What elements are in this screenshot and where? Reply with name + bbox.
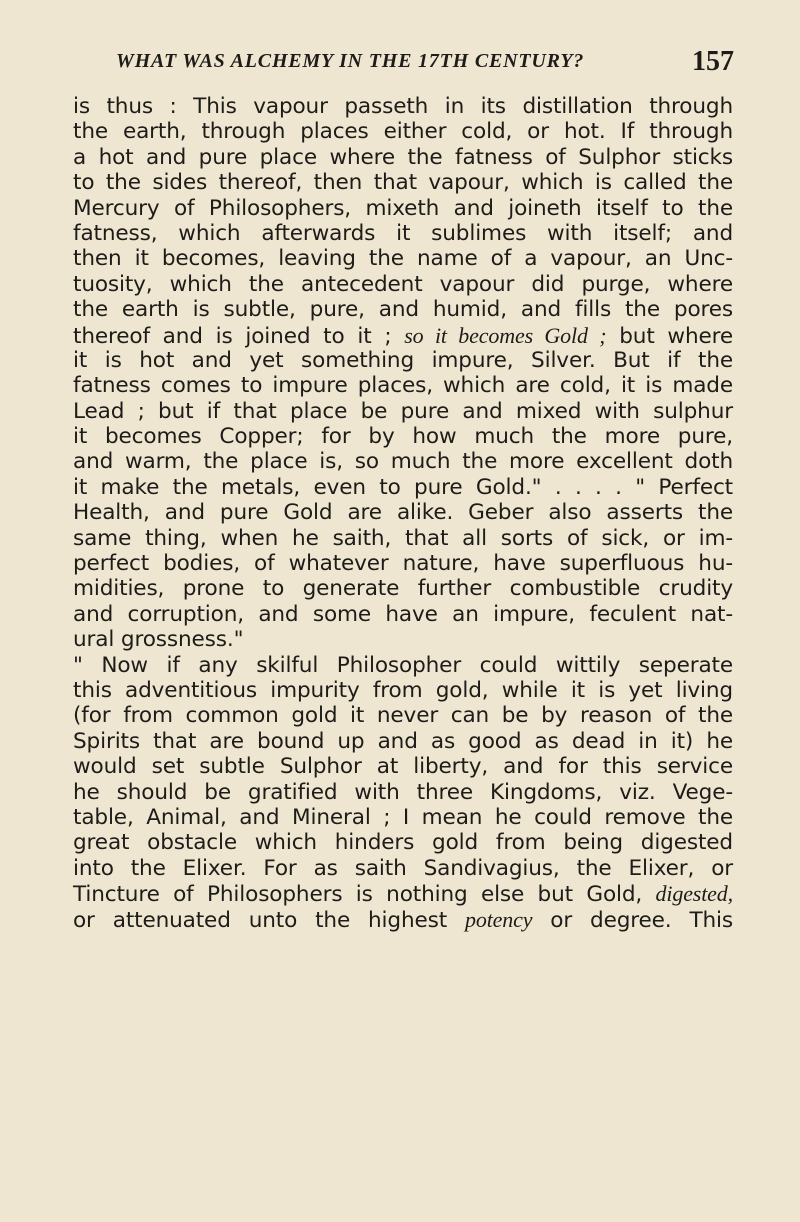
text-segment: thereof and is joined to it ;	[73, 323, 405, 349]
text-line	[73, 272, 733, 297]
text-line	[73, 551, 733, 576]
text-segment: it becomes Copper; for by how much the more pure,	[73, 424, 733, 450]
text-segment: or degree. This	[532, 907, 733, 933]
text-line	[73, 246, 733, 271]
text-segment: (for from common gold it never can be by reason of the	[73, 703, 733, 729]
text-segment: great obstacle which hinders gold from being digested	[73, 830, 733, 856]
text-segment: perfect bodies, of whatever nature, have superfluous hu-	[73, 551, 733, 577]
text-segment: fatness, which afterwards it sublimes with itself; and	[73, 220, 733, 246]
text-line	[73, 449, 733, 474]
text-line	[73, 323, 733, 348]
text-line	[73, 805, 733, 830]
text-segment: then it becomes, leaving the name of a vapour, an Unc-	[73, 246, 733, 272]
text-line	[73, 221, 733, 246]
text-segment: and warm, the place is, so much the more excellent doth	[73, 449, 733, 475]
text-segment: Spirits that are bound up and as good as dead in it) he	[73, 728, 733, 754]
text-segment: and corruption, and some have an impure, feculent nat-	[73, 601, 733, 627]
text-line	[73, 348, 733, 373]
text-line	[73, 602, 733, 627]
text-segment: midities, prone to generate further combustible crudity	[73, 576, 733, 602]
text-line	[73, 297, 733, 322]
text-segment: the earth, through places either cold, or hot. If through	[73, 119, 733, 145]
text-line	[73, 526, 733, 551]
text-line	[73, 627, 733, 652]
text-segment: Health, and pure Gold are alike. Geber also asserts the	[73, 500, 733, 526]
page-number: 157	[692, 46, 734, 77]
text-line	[73, 119, 733, 144]
text-segment: the earth is subtle, pure, and humid, and fills the pores	[73, 297, 733, 323]
text-segment: Tincture of Philosophers is nothing else but Gold,	[73, 882, 656, 908]
text-line	[73, 145, 733, 170]
text-line	[73, 703, 733, 728]
text-line	[73, 500, 733, 525]
text-line	[73, 856, 733, 881]
text-line	[73, 830, 733, 855]
text-segment: is thus : This vapour passeth in its distillation through	[73, 94, 733, 119]
running-head	[116, 44, 734, 84]
text-segment: Mercury of Philosophers, mixeth and joineth itself to the	[73, 195, 733, 221]
text-segment: it make the metals, even to pure Gold." . . . . " Perfect	[73, 474, 733, 500]
text-segment: same thing, when he saith, that all sorts of sick, or im-	[73, 525, 733, 551]
text-line	[73, 881, 733, 906]
text-line	[73, 373, 733, 398]
text-line	[73, 653, 733, 678]
body-text	[73, 94, 733, 932]
text-segment: to the sides thereof, then that vapour, which is called the	[73, 170, 733, 196]
text-segment: would set subtle Sulphor at liberty, and for this service	[73, 754, 733, 780]
text-line	[73, 196, 733, 221]
text-line	[73, 907, 733, 932]
text-line	[73, 94, 733, 119]
text-line	[73, 424, 733, 449]
text-line	[73, 754, 733, 779]
text-segment: ural grossness."	[73, 627, 244, 653]
text-segment: Lead ; but if that place be pure and mixed with sulphur	[73, 398, 733, 424]
text-segment: into the Elixer. For as saith Sandivagius, the Elixer, or	[73, 855, 733, 881]
text-segment: he should be gratified with three Kingdoms, viz. Vege-	[73, 779, 733, 805]
text-line	[73, 678, 733, 703]
text-segment: tuosity, which the antecedent vapour did purge, where	[73, 271, 733, 297]
text-line	[73, 729, 733, 754]
text-line	[73, 475, 733, 500]
running-title: WHAT WAS ALCHEMY IN THE 17TH CENTURY?	[116, 50, 585, 72]
text-segment: this adventitious impurity from gold, while it is yet living	[73, 677, 733, 703]
text-line	[73, 170, 733, 195]
italic-text: digested,	[655, 881, 733, 907]
text-line	[73, 780, 733, 805]
text-segment: a hot and pure place where the fatness of Sulphor sticks	[73, 144, 733, 170]
text-segment: but where	[606, 323, 734, 349]
text-line	[73, 399, 733, 424]
text-segment: table, Animal, and Mineral ; I mean he could remove the	[73, 804, 733, 830]
text-line	[73, 576, 733, 601]
italic-text: potency	[465, 906, 533, 932]
text-segment: fatness comes to impure places, which are cold, it is made	[73, 373, 733, 399]
text-segment: or attenuated unto the highest	[73, 907, 465, 933]
text-segment: it is hot and yet something impure, Silver. But if the	[73, 347, 733, 373]
text-segment: " Now if any skilful Philosopher could wittily seperate	[73, 652, 733, 678]
italic-text: so it becomes Gold ;	[404, 322, 607, 348]
